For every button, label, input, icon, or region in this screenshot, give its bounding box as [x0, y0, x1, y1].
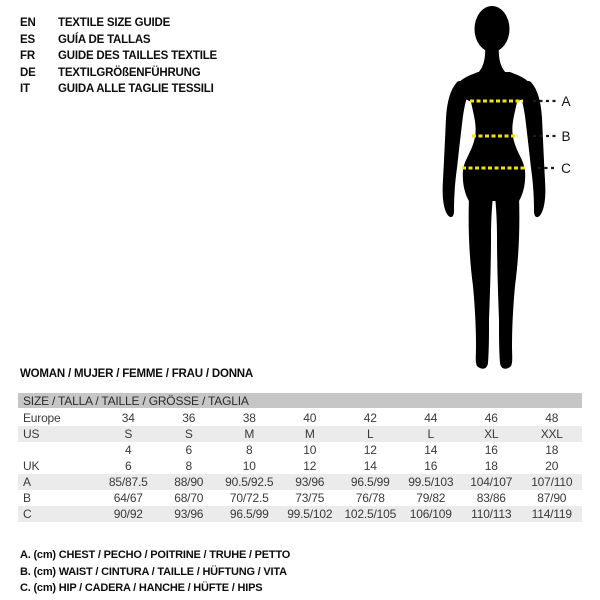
- table-cell: 64/67: [113, 491, 143, 505]
- guide-title-de: TEXTILGRÖßENFÜHRUNG: [58, 66, 201, 79]
- table-row-numeric: [18, 442, 582, 458]
- language-row-en: [20, 15, 217, 32]
- table-cell: 34: [121, 411, 135, 425]
- table-cell: 12: [303, 459, 317, 473]
- table-row-us: [18, 426, 582, 442]
- legend-chest: A. (cm) CHEST / PECHO / POITRINE / TRUHE / PETTO: [20, 549, 291, 561]
- size-table: [18, 393, 582, 522]
- table-cell: 16: [484, 443, 498, 457]
- table-cell: 99.5/103: [408, 475, 454, 489]
- table-cell: 87/90: [537, 491, 567, 505]
- language-title-list: [20, 15, 217, 98]
- table-cell: 8: [246, 443, 253, 457]
- legend-hip: C. (cm) HIP / CADERA / HANCHE / HÜFTE / HIPS: [20, 582, 263, 594]
- table-cell: 70/72.5: [229, 491, 269, 505]
- table-cell: 90.5/92.5: [225, 475, 274, 489]
- table-cell: 76/78: [355, 491, 385, 505]
- table-cell: 46: [484, 411, 498, 425]
- language-row-it: [20, 81, 217, 98]
- table-header-size: SIZE / TALLA / TAILLE / GRÖSSE / TAGLIA: [18, 393, 582, 410]
- table-cell: 18: [484, 459, 498, 473]
- table-cell: 42: [363, 411, 377, 425]
- table-cell: 38: [242, 411, 256, 425]
- marker-label-b: B: [561, 129, 571, 144]
- table-cell: 18: [545, 443, 559, 457]
- section-title-woman: WOMAN / MUJER / FEMME / FRAU / DONNA: [20, 368, 254, 380]
- table-cell: 107/110: [531, 475, 573, 489]
- table-cell: 85/87.5: [108, 475, 148, 489]
- table-cell: 14: [363, 459, 377, 473]
- table-cell: 14: [424, 443, 438, 457]
- table-row-waist-b: [18, 490, 582, 506]
- table-cell: 20: [545, 459, 559, 473]
- row-label: Europe: [23, 411, 61, 425]
- row-label: C: [23, 507, 32, 521]
- table-cell: 93/96: [174, 507, 204, 521]
- table-cell: XXL: [540, 427, 563, 441]
- table-cell: 10: [242, 459, 256, 473]
- guide-title-fr: GUIDE DES TAILLES TEXTILE: [58, 50, 217, 62]
- row-label: US: [23, 427, 40, 441]
- table-cell: 16: [424, 459, 438, 473]
- table-cell: 79/82: [416, 491, 446, 505]
- marker-label-a: A: [561, 94, 571, 109]
- marker-label-c: C: [561, 161, 571, 176]
- table-cell: 90/92: [113, 507, 143, 521]
- table-cell: M: [304, 427, 315, 441]
- table-row-uk: [18, 458, 582, 474]
- table-cell: 6: [125, 459, 132, 473]
- table-cell: 44: [424, 411, 438, 425]
- table-cell: 106/109: [409, 507, 452, 521]
- table-cell: 68/70: [174, 491, 204, 505]
- row-label: A: [23, 475, 31, 489]
- language-code: ES: [20, 33, 35, 46]
- language-row-es: [20, 32, 217, 49]
- row-label: B: [23, 491, 31, 505]
- woman-silhouette-icon: [443, 6, 546, 369]
- table-cell: 12: [363, 443, 377, 457]
- language-code: DE: [20, 66, 36, 79]
- table-cell: L: [427, 427, 434, 441]
- table-cell: L: [367, 427, 374, 441]
- table-cell: 36: [182, 411, 196, 425]
- table-cell: 48: [545, 411, 559, 425]
- table-cell: 10: [303, 443, 317, 457]
- language-row-fr: [20, 48, 217, 65]
- row-label: UK: [23, 459, 40, 473]
- guide-title-en: TEXTILE SIZE GUIDE: [58, 17, 171, 29]
- table-cell: S: [124, 427, 133, 441]
- table-cell: 96.5/99: [229, 507, 269, 521]
- language-code: FR: [20, 50, 35, 62]
- table-cell: 110/113: [471, 507, 512, 521]
- table-cell: 4: [125, 443, 132, 457]
- language-code: IT: [20, 83, 30, 95]
- table-cell: 6: [185, 443, 192, 457]
- table-cell: 99.5/102: [287, 507, 333, 521]
- table-row-europe: [18, 410, 582, 426]
- table-cell: 8: [185, 459, 192, 473]
- table-row-chest-a: [18, 474, 582, 490]
- table-row-hip-c: [18, 506, 582, 522]
- table-cell: 96.5/99: [350, 475, 390, 489]
- language-row-de: [20, 65, 217, 82]
- table-cell: 88/90: [174, 475, 204, 489]
- table-cell: XL: [484, 427, 499, 441]
- table-cell: 40: [303, 411, 317, 425]
- language-code: EN: [20, 17, 36, 29]
- measurement-figure: [430, 0, 580, 380]
- table-cell: 114/119: [531, 507, 572, 521]
- table-cell: 73/75: [295, 491, 325, 505]
- guide-title-es: GUÍA DE TALLAS: [58, 33, 151, 46]
- table-cell: S: [184, 427, 193, 441]
- guide-title-it: GUIDA ALLE TAGLIE TESSILI: [58, 83, 214, 95]
- table-cell: M: [244, 427, 255, 441]
- measurement-legend: [20, 547, 290, 597]
- table-cell: 104/107: [470, 475, 513, 489]
- table-cell: 102.5/105: [344, 507, 397, 521]
- table-cell: 83/86: [476, 491, 506, 505]
- legend-waist: B. (cm) WAIST / CINTURA / TAILLE / HÜFTUNG / VITA: [20, 565, 287, 578]
- table-cell: 93/96: [295, 475, 325, 489]
